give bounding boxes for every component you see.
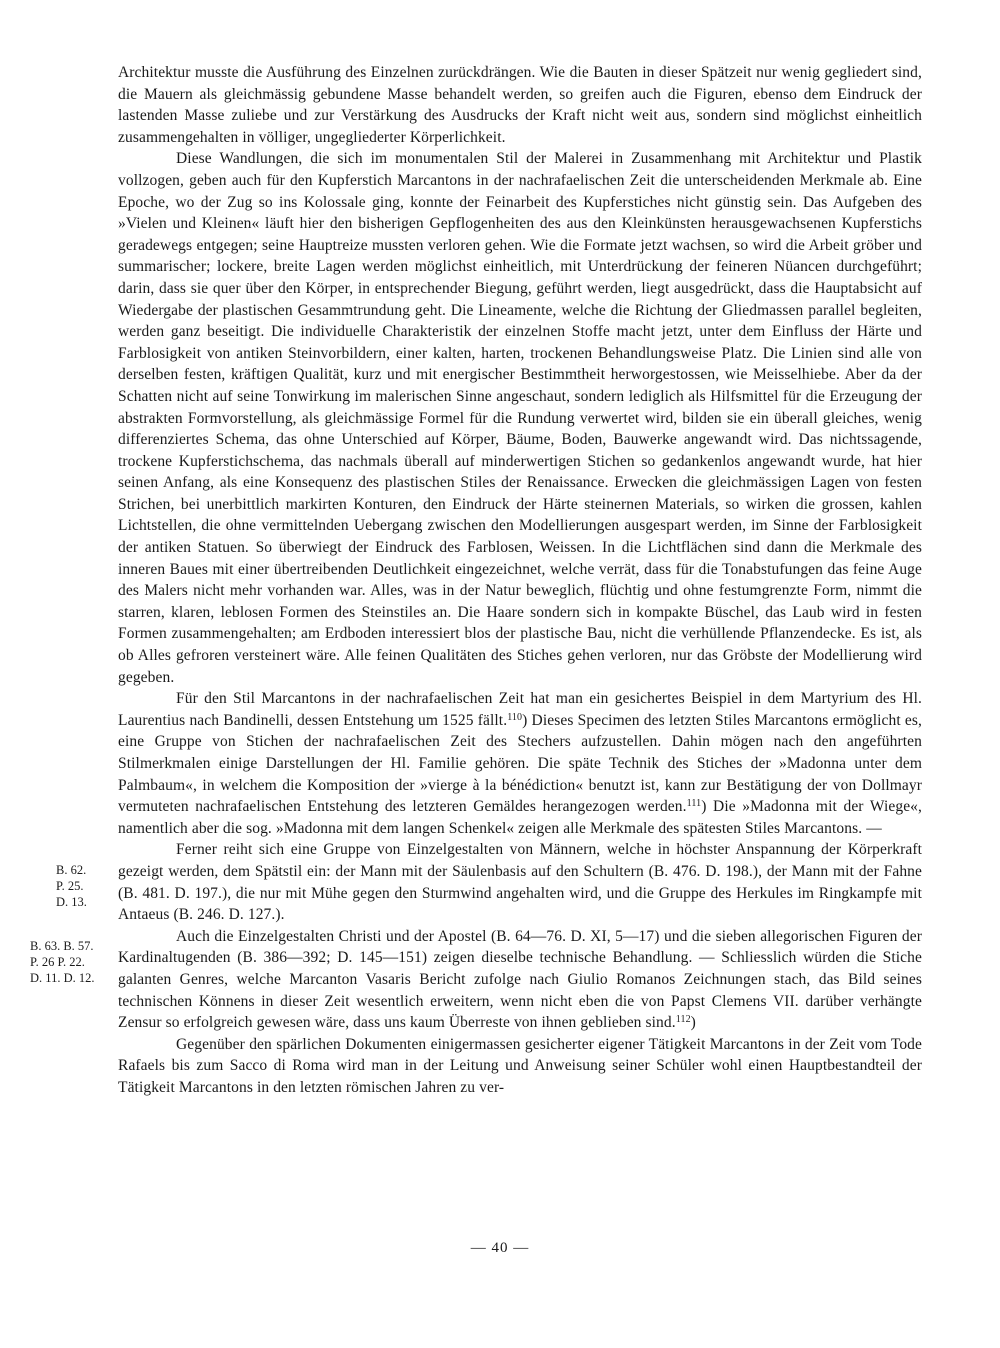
paragraph-4: Ferner reiht sich eine Gruppe von Einzelgestalten von Männern, welche in höchster Anspannung der Körperkraft gezeigt werden, dem Spätstil ein: der Mann mit der Säulenbasis auf den Schultern (B. 476. D. 198.), der Mann mit der Fahne (B. 481. D. 197.), die nur mit Mühe gegen den Sturmwind angehalten wird, und die Gruppe des Herkules im Ringkampfe mit Antaeus (B. 246. D. 127.). bbox=[118, 841, 922, 924]
margin-note-references-1 bbox=[56, 862, 87, 910]
footnote-ref-111: 111 bbox=[686, 798, 702, 810]
paragraph-6: Gegenüber den spärlichen Dokumenten einigermassen gesicherter eigener Tätigkeit Marcantons in der Zeit vom Tode Rafaels bis zum Sacco di Roma wird man in der Leitung und Anweisung seiner Schüler wohl einen Hauptbestandteil der Tätigkeit Marcantons in den letzten römischen Jahren zu ver- bbox=[118, 1035, 922, 1096]
paragraph-5-text: Auch die Einzelgestalten Christi und der Apostel (B. 64—76. D. XI, 5—17) und die sieben allegorischen Figuren der Kardinaltugenden (B. 386—392; D. 145—151) zeigen dieselbe technische Behandlung. — Schliesslich würden die Stiche galanten Genres, welche Marcanton Vasaris Bericht zufolge nach Giulio Romanos Zeichnungen stach, das Bild seines technischen Könnens in dieser Zeit wesentlich erweitern, wenn nicht eben die von Papst Clemens VII. darüber verhängte Zensur so erfolgreich gewesen wäre, dass uns kaum Überreste von ihnen geblieben sind. bbox=[118, 927, 922, 1032]
paragraph-3-text-c: ) Die »Madonna mit der Wiege«, namentlich aber die sog. »Madonna mit dem langen Schenkel« zeigen alle Merkmale des spätesten Stiles Marcantons. — bbox=[118, 798, 923, 837]
margin-note-line: D. 13. bbox=[56, 895, 87, 909]
paragraph-1: Architektur musste die Ausführung des Einzelnen zurückdrängen. Wie die Bauten in dieser Spätzeit nur wenig gegliedert sind, die Mauern als gleichmässig gebundene Masse behandelt werden, so greifen auch die Figuren, ebenso dem Eindruck der lastenden Masse zuliebe und zur Verstärkung des Ausdrucks der Kraft nicht weit aus, sondern sind möglichst einheitlich zusammengehalten in völliger, ungegliederter Körperlichkeit. bbox=[118, 64, 922, 146]
margin-note-line: B. 62. bbox=[56, 863, 87, 877]
paragraph-5-close: ) bbox=[690, 1014, 696, 1032]
footnote-ref-110: 110 bbox=[507, 711, 523, 723]
paragraph-3-text-a: Für den Stil Marcantons in der nachrafaelischen Zeit hat man ein gesichertes Beispiel in dem Martyrium des Hl. Laurentius nach Bandinelli, dessen Entstehung um 1525 fällt. bbox=[118, 690, 922, 729]
footnote-ref-112: 112 bbox=[675, 1014, 691, 1026]
margin-note-references-2 bbox=[30, 938, 94, 986]
margin-note-line: D. 11. D. 12. bbox=[30, 971, 95, 985]
paragraph-3-text-b: ) Dieses Specimen des letzten Stiles Marcantons ermöglicht es, eine Gruppe von Stichen der nachrafaelischen Zeit des Stechers aufzustellen. Dahin mögen nach den angeführten Stilmerkmalen einige Darstellungen der Hl. Familie gehören. Die späte Technik des Stiches der »Madonna unter dem Palmbaum«, in welchem die Komposition der »vierge à la bénédiction« benutzt ist, kann zur Bestätigung der von Dollmayr vermuteten nachrafaelischen Entstehung des letzteren Gemäldes herangezogen werden. bbox=[118, 711, 922, 816]
margin-note-line: P. 26 P. 22. bbox=[30, 955, 85, 969]
paragraph-5 bbox=[118, 926, 922, 1034]
page-number: — 40 — bbox=[470, 1240, 530, 1256]
paragraph-2: Diese Wandlungen, die sich im monumentalen Stil der Malerei in Zusammenhang mit Architektur und Plastik vollzogen, geben auch für den Kupferstich Marcantons in der nachrafaelischen Zeit die unterscheidenden Merkmale ab. Eine Epoche, wo der Zug so ins Kolossale ging, konnte der Feinarbeit des Kupferstiches nicht günstig sein. Das Aufgeben des »Vielen und Kleinen« läuft hier den bisherigen Gepflogenheiten des aus den Kleinkünsten herausgewachsenen Kupferstichs geradewegs entgegen; seine Hauptreize mussten verloren gehen. Wie die Formate jetzt wachsen, so wird die Arbeit gröber und summarischer; lockere, breite Lagen werden möglichst einheitlich, mit Unterdrückung der feineren Nüancen durchgeführt; darin, dass sie quer über den Körper, in entsprechender Biegung, geführt werden, liegt ausgedrückt, dass die Hauptabsicht auf Wiedergabe der plastischen Gesammtrundung geht. Die Lineamente, welche die Richtung der Gliedmassen parallel begleiten, werden ganz beseitigt. Die individuelle Charakteristik der einzelnen Stoffe macht jetzt, unter dem Einfluss der Härte und Farblosigkeit von antiken Steinvorbildern, einer kalten, harten, trockenen Behandlungsweise Platz. Die Linien sind alle von derselben festen, kräftigen Qualität, kurz und mit energischer Bestimmtheit herworgestossen, wie Meisselhiebe. Aber da der Schatten nicht auf seine Tonwirkung im malerischen Sinne angeschaut, sondern lediglich als Hilfsmittel für die Erzeugung der abstrakten Formvorstellung, als gleichmässige Formel für die Rundung verwertet wird, bilden sie ein überall gleiches, wenig differenziertes Schema, das ohne Unterschied auf Körper, Bäume, Boden, Bauwerke angewandt wird. Das nichtssagende, trockene Kupferstichschema, das nachmals überall auf minderwertigen Stichen so gedankenlos angewandt wurde, hat hier seinen Anfang, als eine Konsequenz des plastischen Stiles der Renaissance. Erwecken die gleichmässigen Lagen von festen Strichen, bei unerbittlich markirten Konturen, den Eindruck der Härte steinernen Materials, so wirken die grossen, kahlen Lichtstellen, die ohne vermittelnden Uebergang zwischen den Modellierungen ausgespart werden, im Sinne der Farblosigkeit der antiken Statuen. So überwiegt der Eindruck des Farblosen, Weissen. In die Lichtflächen sind dann die Merkmale des inneren Baues mit einer übertreibenden Deutlichkeit eingezeichnet, welche verrät, dass für die Tonabstufungen das feine Auge des Malers nicht mehr vorhanden war. Alles, was in der Natur beweglich, flüchtig und ohne festumgrenzte Form, nimmt die starren, klaren, leblosen Formen des Steinstiles an. Die Haare sondern sich in kompakte Büschel, das Laub wird in festen Formen zusammengehalten; am Erdboden interessiert blos der plastische Bau, nicht die verhüllende Pflanzendecke. Es ist, als ob Alles gefroren versteinert wäre. Alle feinen Qualitäten des Stiches gehen verloren, nur das Gröbste der Modellierung wird gegeben. bbox=[118, 150, 922, 686]
paragraph-3 bbox=[118, 688, 922, 839]
body-text bbox=[118, 62, 922, 1099]
margin-note-line: B. 63. B. 57. bbox=[30, 939, 94, 953]
margin-note-line: P. 25. bbox=[56, 879, 84, 893]
